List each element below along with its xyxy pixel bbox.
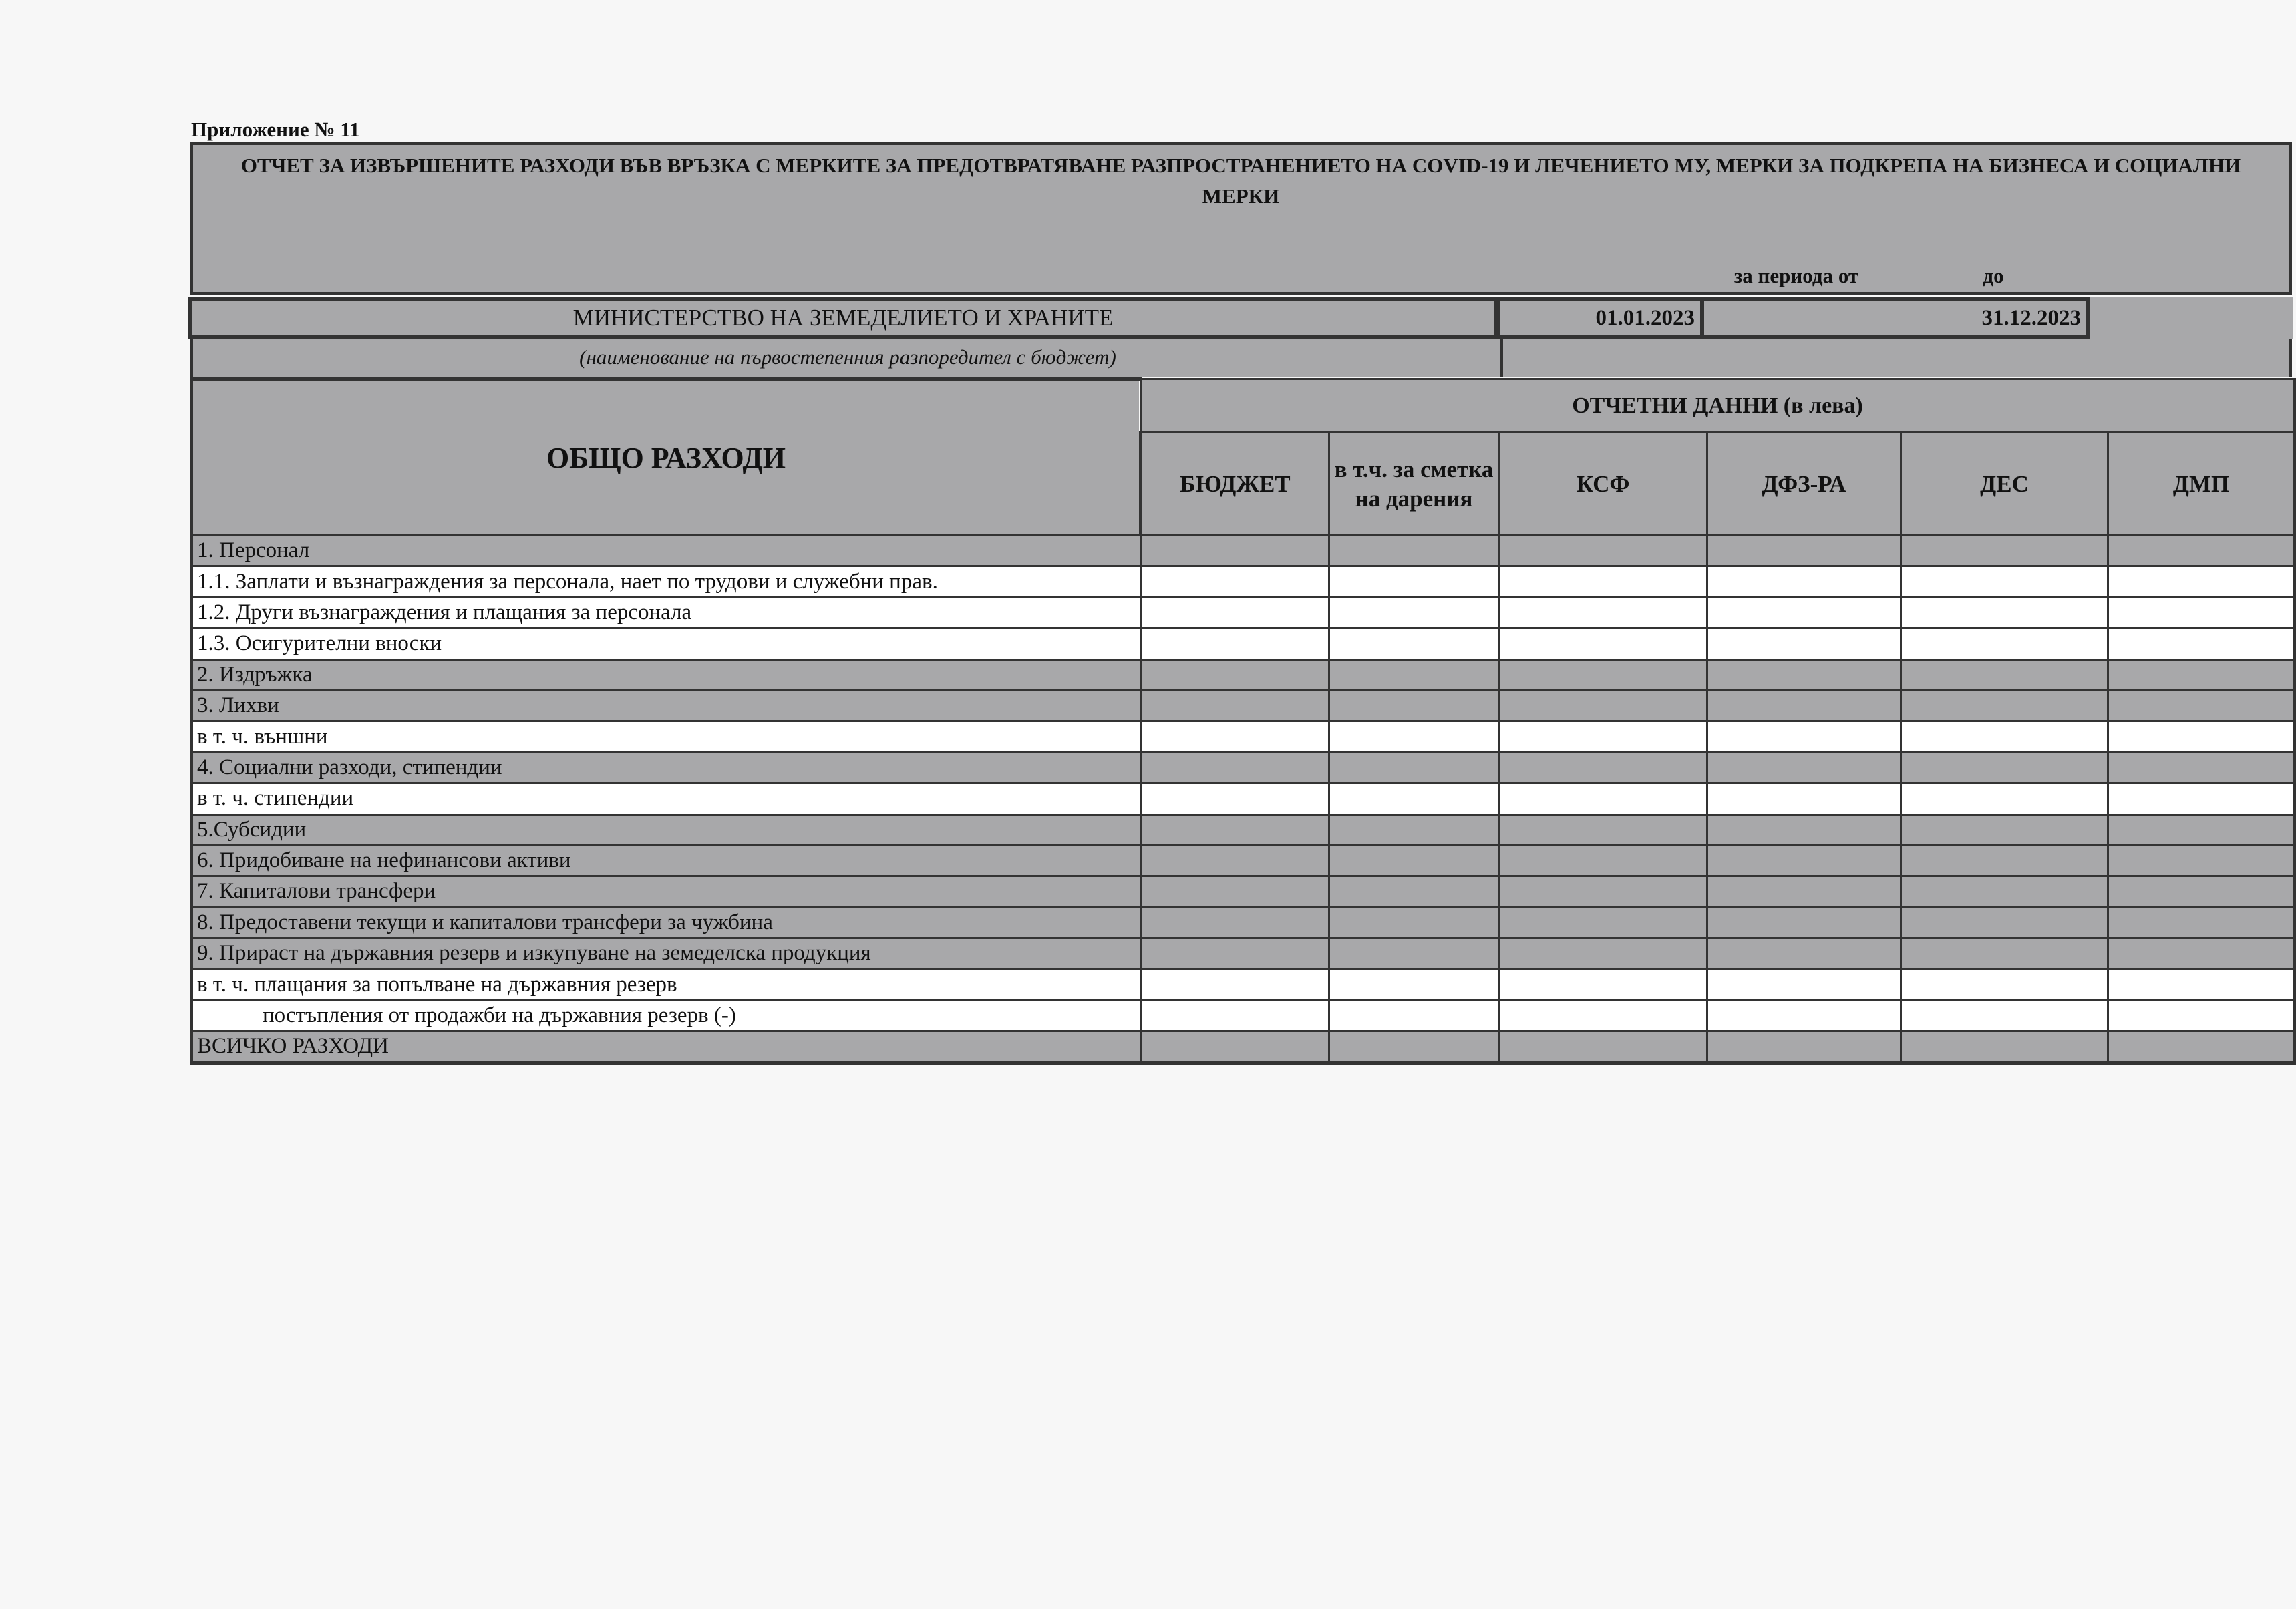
period-from-date: 01.01.2023 — [1496, 297, 1704, 339]
expenses-table — [190, 377, 2296, 1065]
data-cell — [1141, 783, 1329, 814]
table-row — [192, 566, 2295, 597]
data-cell — [1707, 938, 1901, 969]
data-cell — [1141, 659, 1329, 690]
row-label: 1.3. Осигурителни вноски — [192, 629, 1141, 659]
table-row — [192, 783, 2295, 814]
data-cell — [1707, 597, 1901, 628]
data-cell — [1141, 845, 1329, 876]
col-header-donations: в т.ч. за сметка на дарения — [1329, 433, 1499, 536]
row-label: 8. Предоставени текущи и капиталови трансфери за чужбина — [192, 907, 1141, 938]
row-label: 7. Капиталови трансфери — [192, 876, 1141, 907]
row-label: ВСИЧКО РАЗХОДИ — [192, 1031, 1141, 1063]
data-cell — [2108, 1031, 2295, 1063]
data-cell — [1707, 1000, 1901, 1031]
data-cell — [1499, 752, 1707, 783]
data-cell — [1329, 752, 1499, 783]
row-label: 1. Персонал — [192, 536, 1141, 566]
data-cell — [2108, 566, 2295, 597]
period-to-date: 31.12.2023 — [1700, 297, 2090, 339]
row-label: 9. Прираст на държавния резерв и изкупуване на земеделска продукция — [192, 938, 1141, 969]
data-cell — [1141, 1000, 1329, 1031]
data-cell — [1141, 876, 1329, 907]
table-row — [192, 536, 2295, 566]
row-label: 2. Издръжка — [192, 659, 1141, 690]
data-cell — [1901, 629, 2108, 659]
data-cell — [1141, 938, 1329, 969]
data-cell — [1901, 536, 2108, 566]
data-cell — [1707, 876, 1901, 907]
ministry-name: МИНИСТЕРСТВО НА ЗЕМЕДЕЛИЕТО И ХРАНИТЕ — [188, 297, 1498, 339]
report-title: ОТЧЕТ ЗА ИЗВЪРШЕНИТЕ РАЗХОДИ ВЪВ ВРЪЗКА С МЕРКИТЕ ЗА ПРЕДОТВРАТЯВАНЕ РАЗПРОСТРАНЕНИЕТО НА COVID-19 И ЛЕЧЕНИЕТО МУ, МЕРКИ ЗА ПОДКРЕПА НА БИЗНЕСА И СОЦИАЛНИ МЕРКИ — [240, 154, 2241, 208]
data-cell — [1141, 629, 1329, 659]
data-cell — [2108, 659, 2295, 690]
col-header-dfz-ra: ДФЗ-РА — [1707, 433, 1901, 536]
row-label: постъпления от продажби на държавния резерв (-) — [192, 1000, 1141, 1031]
data-cell — [1901, 659, 2108, 690]
table-row — [192, 876, 2295, 907]
data-cell — [2108, 690, 2295, 721]
data-cell — [1901, 814, 2108, 845]
data-cell — [2108, 752, 2295, 783]
data-cell — [2108, 536, 2295, 566]
data-cell — [1141, 814, 1329, 845]
annex-label: Приложение № 11 — [191, 118, 360, 141]
data-cell — [2108, 845, 2295, 876]
ministry-row — [188, 297, 2293, 339]
data-cell — [1499, 566, 1707, 597]
data-cell — [2108, 629, 2295, 659]
data-cell — [1901, 938, 2108, 969]
data-cell — [1707, 566, 1901, 597]
table-row — [192, 629, 2295, 659]
data-cell — [1329, 845, 1499, 876]
data-cell — [1499, 690, 1707, 721]
data-cell — [1901, 969, 2108, 1000]
data-cell — [1901, 721, 2108, 752]
table-row — [192, 938, 2295, 969]
data-cell — [1901, 1000, 2108, 1031]
hint-divider — [1500, 339, 1503, 377]
row-label: 4. Социални разходи, стипендии — [192, 752, 1141, 783]
table-row — [192, 907, 2295, 938]
data-cell — [1707, 752, 1901, 783]
data-cell — [1141, 566, 1329, 597]
data-cell — [2108, 938, 2295, 969]
data-cell — [1901, 566, 2108, 597]
data-cell — [1707, 1031, 1901, 1063]
row-label: 3. Лихви — [192, 690, 1141, 721]
table-row — [192, 1031, 2295, 1063]
data-cell — [1329, 659, 1499, 690]
data-cell — [1499, 629, 1707, 659]
data-cell — [1499, 907, 1707, 938]
data-cell — [1329, 690, 1499, 721]
data-cell — [1141, 536, 1329, 566]
row-label: 1.1. Заплати и възнаграждения за персонала, нает по трудови и служебни прав. — [192, 566, 1141, 597]
data-cell — [2108, 721, 2295, 752]
data-cell — [1707, 690, 1901, 721]
col-header-des: ДЕС — [1901, 433, 2108, 536]
data-cell — [1141, 752, 1329, 783]
main-header: ОБЩО РАЗХОДИ — [192, 379, 1141, 536]
data-cell — [1329, 907, 1499, 938]
data-cell — [1901, 845, 2108, 876]
data-cell — [1707, 969, 1901, 1000]
table-row — [192, 969, 2295, 1000]
row-label: в т. ч. външни — [192, 721, 1141, 752]
data-cell — [1901, 907, 2108, 938]
data-cell — [1329, 721, 1499, 752]
table-row — [192, 752, 2295, 783]
data-cell — [1707, 814, 1901, 845]
data-cell — [1499, 1000, 1707, 1031]
data-cell — [1499, 783, 1707, 814]
col-header-budget: БЮДЖЕТ — [1141, 433, 1329, 536]
data-cell — [1499, 536, 1707, 566]
data-cell — [1329, 566, 1499, 597]
data-cell — [1141, 690, 1329, 721]
row-label: 1.2. Други възнаграждения и плащания за персонала — [192, 597, 1141, 628]
data-cell — [1499, 969, 1707, 1000]
table-row — [192, 721, 2295, 752]
table-row — [192, 814, 2295, 845]
row-label: в т. ч. стипендии — [192, 783, 1141, 814]
data-cell — [1499, 845, 1707, 876]
data-cell — [2108, 783, 2295, 814]
table-row — [192, 690, 2295, 721]
table-row — [192, 845, 2295, 876]
col-header-dmp: ДМП — [2108, 433, 2295, 536]
data-cell — [1499, 814, 1707, 845]
row-label: 5.Субсидии — [192, 814, 1141, 845]
data-cell — [2108, 969, 2295, 1000]
data-cell — [1329, 969, 1499, 1000]
data-cell — [1329, 1000, 1499, 1031]
data-cell — [2108, 1000, 2295, 1031]
data-cell — [1329, 536, 1499, 566]
data-cell — [1901, 876, 2108, 907]
data-cell — [1901, 783, 2108, 814]
row-label: в т. ч. плащания за попълване на държавния резерв — [192, 969, 1141, 1000]
ministry-hint: (наименование на първостепенния разпоредител с бюджет) — [579, 345, 1116, 369]
data-cell — [1707, 629, 1901, 659]
data-cell — [1707, 907, 1901, 938]
data-cell — [1499, 659, 1707, 690]
data-cell — [1707, 659, 1901, 690]
data-cell — [1329, 876, 1499, 907]
data-cell — [1329, 783, 1499, 814]
data-cell — [1707, 536, 1901, 566]
table-row — [192, 659, 2295, 690]
data-cell — [2108, 814, 2295, 845]
data-cell — [2108, 876, 2295, 907]
data-cell — [1329, 938, 1499, 969]
table-row — [192, 1000, 2295, 1031]
report-title-block — [190, 142, 2292, 295]
table-row — [192, 597, 2295, 628]
data-cell — [1499, 721, 1707, 752]
col-header-ksf: КСФ — [1499, 433, 1707, 536]
data-cell — [1901, 1031, 2108, 1063]
data-cell — [1707, 783, 1901, 814]
data-cell — [1499, 597, 1707, 628]
data-cell — [1141, 1031, 1329, 1063]
data-cell — [1141, 969, 1329, 1000]
data-cell — [1901, 752, 2108, 783]
period-from-label: за периода от — [1734, 264, 1859, 287]
data-cell — [1329, 814, 1499, 845]
data-cell — [1901, 597, 2108, 628]
ministry-hint-row — [190, 339, 2292, 377]
data-cell — [1707, 845, 1901, 876]
group-header: ОТЧЕТНИ ДАННИ (в лева) — [1141, 379, 2295, 433]
data-cell — [1329, 597, 1499, 628]
row-label: 6. Придобиване на нефинансови активи — [192, 845, 1141, 876]
table-body — [192, 536, 2295, 1063]
data-cell — [1329, 629, 1499, 659]
data-cell — [1141, 721, 1329, 752]
data-cell — [1499, 938, 1707, 969]
data-cell — [1141, 907, 1329, 938]
data-cell — [2108, 907, 2295, 938]
data-cell — [1901, 690, 2108, 721]
data-cell — [1707, 721, 1901, 752]
data-cell — [1499, 876, 1707, 907]
data-cell — [1499, 1031, 1707, 1063]
data-cell — [2108, 597, 2295, 628]
data-cell — [1329, 1031, 1499, 1063]
data-cell — [1141, 597, 1329, 628]
period-to-label: до — [1983, 264, 2004, 287]
